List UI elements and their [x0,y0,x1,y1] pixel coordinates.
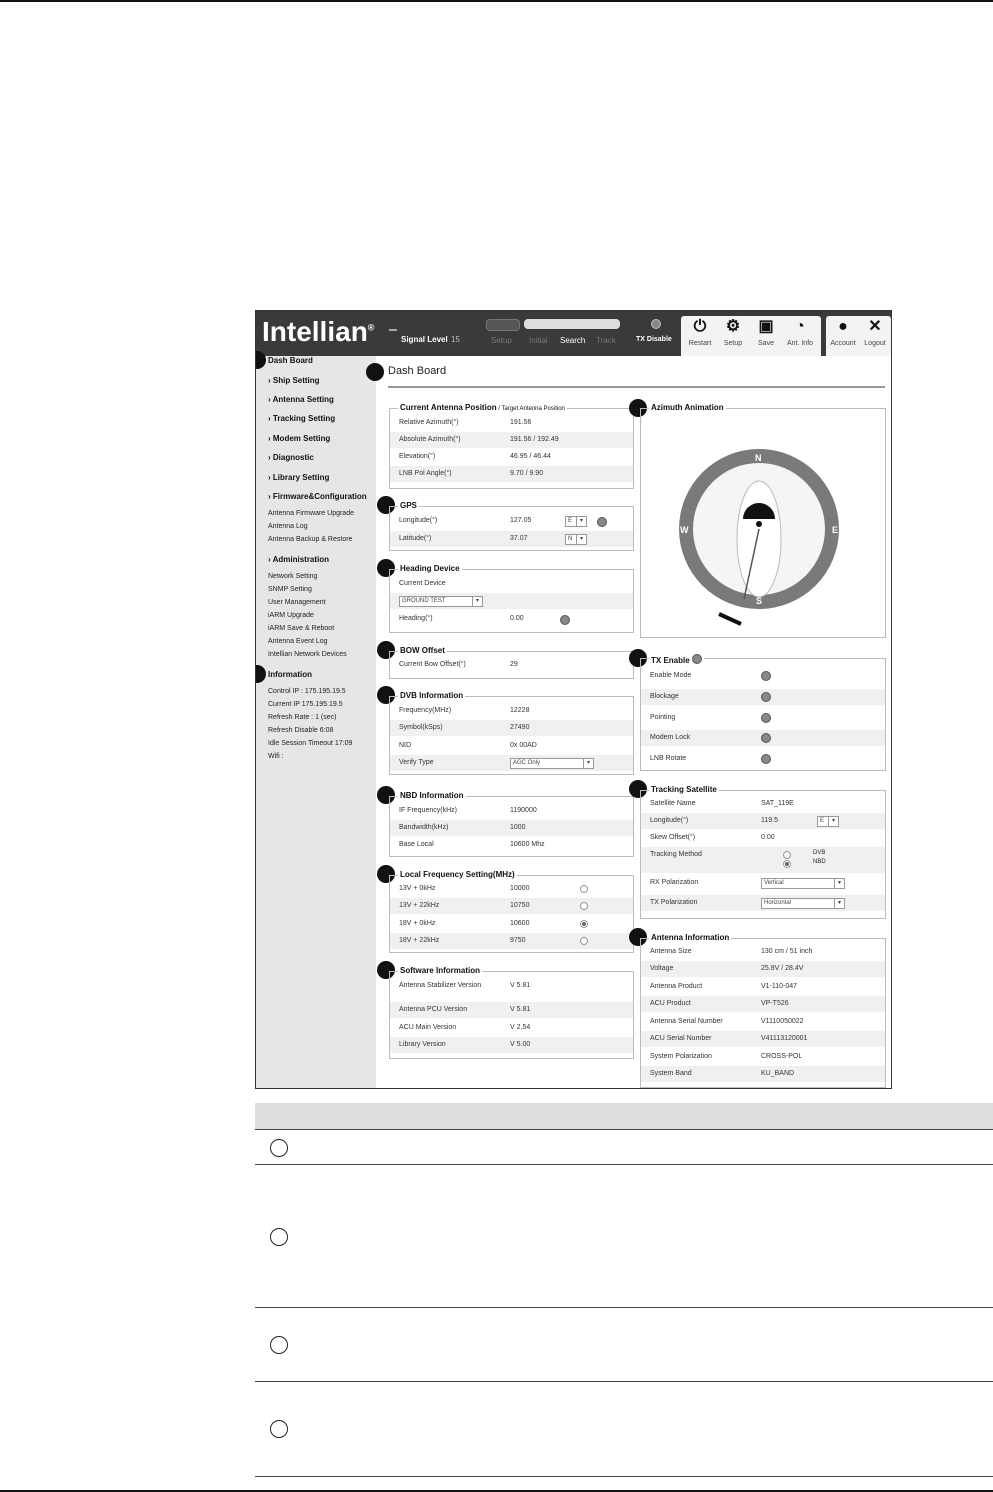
logout-label: Logout [864,340,886,347]
setup-label: Setup [723,340,743,347]
chevron-down-icon: ▾ [472,597,482,606]
sidebar-sub-backup-restore[interactable]: Antenna Backup & Restore [268,536,353,543]
sidebar [256,356,376,1088]
table-row: Antenna Serial Number V1110050022 [650,1018,804,1025]
table-row: Antenna Stabilizer Version V 5.81 [399,982,531,989]
chevron-down-icon: ▾ [828,817,838,826]
sidebar-item-dash-board[interactable]: Dash Board [268,356,313,365]
sidebar-item-antenna-setting[interactable]: › Antenna Setting [268,395,334,404]
antenna-info-panel [640,933,886,1088]
chevron-down-icon: ▾ [576,535,586,544]
antenna-icon: ◔ [795,318,805,335]
chevron-down-icon: ▾ [834,879,844,888]
legend-divider [255,1129,993,1130]
restart-label: Restart [688,340,712,347]
compass-west: W [680,525,689,535]
software-info-panel [389,966,634,1059]
step-search: Search [560,336,586,345]
tx-enable-title: TX Enable [649,653,704,665]
signal-dash [389,329,397,331]
ship-outline [737,481,781,597]
compass-north: N [755,453,762,463]
bow-offset-title: BOW Offset [400,646,445,655]
bow-offset-panel [389,646,634,679]
pointing-led [761,713,771,723]
method-nbd-radio[interactable] [783,860,791,868]
table-row: 18V + 0kHz 10600 [390,916,633,932]
compass-south: S [756,596,763,606]
nbd-info-title: NBD Information [400,791,464,800]
save-button[interactable] [749,316,783,347]
page-title: Dash Board [388,365,447,377]
table-row: LNB Pol Angle(°) 9.70 / 9.90 [390,466,633,482]
save-label: Save [758,340,774,347]
sidebar-sub-iarm-save[interactable]: iARM Save & Reboot [268,625,335,632]
table-row: Elevation(°) 46.95 / 46.44 [399,453,551,460]
account-button[interactable] [826,316,860,347]
table-row: Longitude(°) 119.5 E ▾ [641,813,885,829]
heading-status-led [560,615,570,625]
software-info-title: Software Information [400,966,481,975]
satellite-icon [719,614,741,624]
table-row: Modem Lock [641,730,885,746]
account-buttons [826,316,891,356]
table-row: Pointing [641,710,885,726]
signal-level-value: 15 [451,335,460,344]
sidebar-item-library-setting[interactable]: › Library Setting [268,473,330,482]
table-row: Frequency(MHz) 12228 [399,707,530,714]
logout-button[interactable] [858,316,892,347]
table-row: Current Bow Offset(°) 29 [399,661,518,668]
step-initial: Initial [529,336,548,345]
table-row: TX Polarization Horizontal ▾ [641,895,885,911]
table-row: Library Version V 5.00 [390,1037,633,1053]
table-row: Voltage 25.8V / 28.4V [641,961,885,977]
signal-level-label: Signal Level [401,335,448,344]
table-row: Current Device [399,580,446,587]
legend-number-circle [270,1139,288,1157]
table-row: Satellite Name SAT_119E [650,800,794,807]
info-refresh-disable: Refresh Disable 6:08 [268,727,334,734]
sidebar-item-modem-setting[interactable]: › Modem Setting [268,434,331,443]
sidebar-sub-network-devices[interactable]: Intellian Network Devices [268,651,347,658]
table-row: Latitude(°) 37.07 N ▾ [390,531,633,547]
table-row: LNB Rotate [641,751,885,767]
tx-enable-panel [640,658,886,771]
setup-button[interactable] [716,316,750,347]
main-content [376,356,891,1088]
table-row: Antenna Size 130 cm / 51 inch [650,948,813,955]
tx-enable-led [692,654,702,664]
table-row: Tracking Method DVB NBD [641,847,885,873]
legend-number-circle [270,1420,288,1438]
table-row [390,593,633,609]
table-row: IF Frequency(kHz) 1190000 [399,807,537,814]
page-top-rule [0,0,993,2]
legend-divider [255,1307,993,1308]
sat-longitude-dir-select[interactable]: E ▾ [817,816,839,827]
table-row: Skew Offset(°) 0.00 [650,834,775,841]
table-row: Symbol(kSps) 27490 [390,720,633,736]
modem-lock-led [761,733,771,743]
brand-logo: Intellian® [262,316,375,347]
heading-device-title: Heading Device [400,564,460,573]
web-ui-screenshot [255,310,892,1089]
restart-button[interactable] [683,316,717,347]
sidebar-sub-user-management[interactable]: User Management [268,599,326,606]
sidebar-sub-antenna-log[interactable]: Antenna Log [268,523,308,530]
table-row: System Polarization CROSS-POL [650,1053,803,1060]
sidebar-sub-firmware-upgrade[interactable]: Antenna Firmware Upgrade [268,510,354,517]
rx-polarization-select[interactable]: Vertical ▾ [761,878,845,889]
table-row: ACU Product VP-T526 [641,996,885,1012]
sidebar-item-ship-setting[interactable]: › Ship Setting [268,376,320,385]
info-idle-timeout: Idle Session Timeout 17:09 [268,740,353,747]
table-row: Base Local 10600 Mhz [399,841,545,848]
header-bar [256,311,891,356]
sidebar-item-diagnostic[interactable]: › Diagnostic [268,453,314,462]
local-frequency-title: Local Frequency Setting(MHz) [400,870,515,879]
sidebar-item-tracking-setting[interactable]: › Tracking Setting [268,414,336,423]
longitude-dir-select[interactable]: E ▾ [565,516,587,527]
ant-info-label: Ant. Info [786,340,814,347]
nbd-info-panel [389,791,634,857]
table-row: 18V + 22kHz 9750 [390,933,633,949]
tracking-satellite-title: Tracking Satellite [651,785,717,794]
chevron-down-icon: ▾ [576,517,586,526]
account-label: Account [830,340,856,347]
tx-status-label: TX Disable [636,336,672,343]
callout-marker [255,665,266,683]
legend-number-circle [270,1336,288,1354]
dvb-info-title: DVB Information [400,691,464,700]
info-wifi: Wifi : [268,753,284,760]
table-row: Antenna Product V1-110-047 [650,983,798,990]
sidebar-sub-iarm-upgrade[interactable]: iARM Upgrade [268,612,314,619]
toolbar-buttons [681,316,821,356]
power-icon: ⏻ [693,318,707,335]
sidebar-item-information: Information [268,670,312,679]
table-row: Verify Type AGC Only ▾ [390,755,633,771]
azimuth-compass [669,439,849,629]
status-progress-bar [524,319,620,329]
user-icon: ● [838,318,848,335]
heading-device-panel [389,564,634,633]
table-row: ACU Serial Number V41113120001 [641,1031,885,1047]
save-icon: ▣ [758,318,774,335]
chevron-down-icon: ▾ [834,899,844,908]
signal-bar [486,319,520,331]
method-dvb-radio[interactable] [783,851,791,859]
azimuth-animation-title: Azimuth Animation [651,403,724,412]
antenna-position-title: Current Antenna Position / Target Antenna Position [400,403,565,412]
table-row: Absolute Azimuth(°) 191.56 / 192.49 [390,432,633,448]
info-current-ip: Current IP 175.195.19.5 [268,701,343,708]
table-row: RX Polarization Vertical ▾ [641,875,885,891]
azimuth-animation-panel [640,403,886,638]
local-frequency-panel [389,870,634,953]
blockage-led [761,692,771,702]
table-row: Blockage [641,689,885,705]
legend-divider [255,1381,993,1382]
table-row: 13V + 0kHz 10000 [390,881,633,897]
tx-polarization-select[interactable]: Horizontal ▾ [761,898,845,909]
step-setup: Setup [491,336,512,345]
verify-type-select[interactable]: AGC Only ▾ [510,758,594,769]
gps-status-led [597,517,607,527]
sidebar-sub-network[interactable]: Network Setting [268,573,318,580]
legend-divider [255,1164,993,1165]
lnb-rotate-led [761,754,771,764]
antenna-info-title: Antenna Information [651,933,730,942]
sidebar-item-administration[interactable]: › Administration [268,555,330,564]
compass-east: E [832,525,839,535]
info-control-ip: Control IP : 175.195.19.5 [268,688,346,695]
table-row: ACU Main Version V 2.54 [399,1024,531,1031]
gps-title: GPS [400,501,417,510]
legend-table-header [255,1103,993,1129]
gps-panel [389,501,634,551]
lo-13v-0k-radio[interactable] [580,885,588,893]
table-row: NID 0x 00AD [399,742,537,749]
table-row: Heading(°) 0.00 [390,611,633,627]
dvb-info-panel [389,691,634,775]
sidebar-sub-event-log[interactable]: Antenna Event Log [268,638,328,645]
gear-icon: ⚙ [725,318,741,335]
table-row: Longitude(°) 127.05 E ▾ [390,513,633,529]
close-icon: ✕ [868,318,882,335]
table-row: 13V + 22kHz 10750 [390,898,633,914]
table-row: System Band KU_BAND [641,1066,885,1082]
table-row: Relative Azimuth(°) 191.56 [399,419,532,426]
tx-status-led [651,319,661,329]
ant-info-button[interactable] [783,316,817,347]
table-row: Antenna PCU Version V 5.81 [390,1002,633,1018]
info-refresh-rate: Refresh Rate : 1 (sec) [268,714,337,721]
sidebar-item-firmware[interactable]: › Firmware&Configuration [268,492,367,501]
callout-marker [366,363,384,381]
lo-13v-22k-radio[interactable] [580,902,588,910]
legend-number-circle [270,1228,288,1246]
tracking-satellite-panel [640,785,886,919]
table-row: Enable Mode [641,668,885,684]
antenna-position-panel [389,403,634,489]
step-track: Track [596,336,616,345]
lo-18v-0k-radio[interactable] [580,920,588,928]
heading-device-select[interactable]: GROUND TEST ▾ [399,596,483,607]
chevron-down-icon: ▾ [583,759,593,768]
lo-18v-22k-radio[interactable] [580,937,588,945]
latitude-dir-select[interactable]: N ▾ [565,534,587,545]
title-divider [388,386,885,388]
enable-mode-led [761,671,771,681]
table-row: Bandwidth(kHz) 1000 [390,820,633,836]
legend-divider [255,1476,993,1477]
sidebar-sub-snmp[interactable]: SNMP Setting [268,586,312,593]
